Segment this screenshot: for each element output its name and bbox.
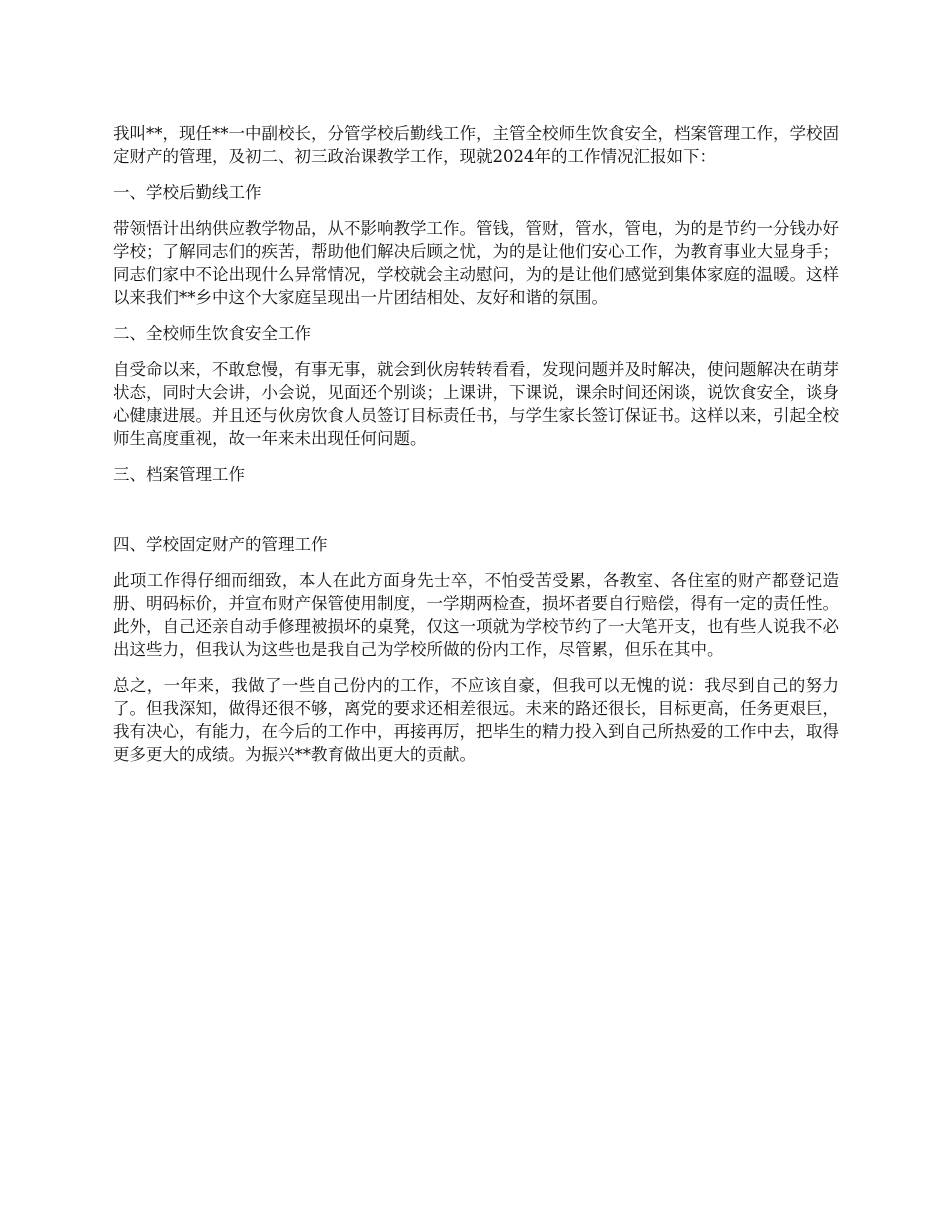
- section-heading-logistics: 一、学校后勤线工作: [113, 183, 262, 202]
- conclusion-paragraph: 总之，一年来，我做了一些自己份内的工作，不应该自豪，但我可以无愧的说：我尽到自己的努力了。但我深知，做得还很不够，离党的要求还相差很远。未来的路还很长，目标更高，任务更艰巨，我有决心，有能力，在今后的工作中，再接再厉，把毕生的精力投入到自己所热爱的工作中去，取得更多更大的成绩。为振兴**教育做出更大的贡献。: [113, 676, 839, 764]
- section-body-fixed-assets: 此项工作得仔细而细致，本人在此方面身先士卒，不怕受苦受累，各教室、各住室的财产都登记造册、明码标价，并宣布财产保管使用制度，一学期两检查，损坏者要自行赔偿，得有一定的责任性。此外，自己还亲自动手修理被损坏的桌凳，仅这一项就为学校节约了一大笔开支，也有些人说我不必出这些力，但我认为这些也是我自己为学校所做的份内工作，尽管累，但乐在其中。: [113, 571, 839, 659]
- section-heading-fixed-assets: 四、学校固定财产的管理工作: [113, 535, 328, 554]
- section-heading-food-safety: 二、全校师生饮食安全工作: [113, 324, 311, 343]
- section-heading-archives: 三、档案管理工作: [113, 465, 245, 484]
- intro-paragraph: 我叫**，现任**一中副校长，分管学校后勤线工作，主管全校师生饮食安全，档案管理工作，学校固定财产的管理，及初二、初三政治课教学工作，现就2024年的工作情况汇报如下：: [113, 124, 839, 166]
- document-body: [113, 122, 839, 779]
- section-body-logistics: 带领悟计出纳供应教学物品，从不影响教学工作。管钱，管财，管水，管电，为的是节约一分钱办好学校；了解同志们的疾苦，帮助他们解决后顾之忧，为的是让他们安心工作，为教育事业大显身手；同志们家中不论出现什么异常情况，学校就会主动慰问，为的是让他们感觉到集体家庭的温暖。这样以来我们**乡中这个大家庭呈现出一片团结相处、友好和谐的氛围。: [113, 219, 839, 307]
- section-body-food-safety: 自受命以来，不敢怠慢，有事无事，就会到伙房转转看看，发现问题并及时解决，使问题解决在萌芽状态，同时大会讲，小会说，见面还个别谈；上课讲，下课说，课余时间还闲谈，说饮食安全，谈身心健康进展。并且还与伙房饮食人员签订目标责任书，与学生家长签订保证书。这样以来，引起全校师生高度重视，故一年来未出现任何问题。: [113, 360, 839, 448]
